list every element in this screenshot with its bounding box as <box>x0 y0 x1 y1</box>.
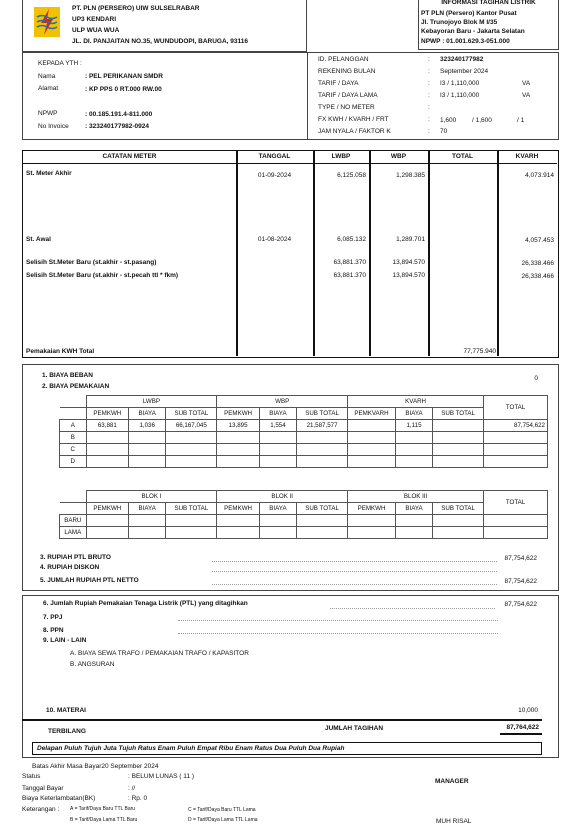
alamat-value: : KP PPS 0 RT.000 RW.00 <box>85 86 162 93</box>
info-title: INFORMASI TAGIHAN LISTRIK <box>441 0 536 6</box>
grp-wbp: WBP <box>217 396 348 408</box>
cell: 13,895 <box>217 420 260 432</box>
sub-pemkvarh: PEMKVARH <box>348 408 396 420</box>
biaya-beban-label: 1. BIAYA BEBAN <box>42 372 93 379</box>
ppj-dots <box>178 620 498 621</box>
bruto-label: 3. RUPIAH PTL BRUTO <box>40 554 111 561</box>
bulan-label: REKENING BULAN <box>318 68 376 75</box>
up3-name: UP3 KENDARI <box>72 16 117 23</box>
hdr-wbp: WBP <box>390 153 407 160</box>
invoice-value: : 323240177982-0924 <box>85 123 149 130</box>
fx-value-3: / 1 <box>517 117 525 124</box>
blok-3: BLOK III <box>348 491 484 503</box>
tarif-colon: : <box>428 80 430 87</box>
bulan-value: September 2024 <box>440 68 489 75</box>
grp-kvarh: KVARH <box>348 396 484 408</box>
materai-label: 10. MATERAI <box>46 707 86 714</box>
meter-col-divider <box>369 151 371 356</box>
cell: 66,167,045 <box>166 420 217 432</box>
bk-value: : Rp. 0 <box>128 795 148 802</box>
company-address: JL. DI. PANJAITAN NO.35, WUNDUDOPI, BARUGA, 93116 <box>72 38 249 45</box>
tarif-unit: VA <box>522 80 531 87</box>
ppj-label: 7. PPJ <box>43 614 63 621</box>
sub-biaya: BIAYA <box>259 503 296 515</box>
hq-street: Jl. Trunojoyo Blok M I/35 <box>421 19 498 26</box>
cell: 1,554 <box>259 420 296 432</box>
terbilang-text: Delapan Puluh Tujuh Juta Tujuh Ratus Enam Puluh Empat Ribu Enam Ratus Dua Puluh Dua Rupiah <box>37 745 345 752</box>
table-row <box>60 527 548 539</box>
fx-value-1: 1,600 <box>440 117 457 124</box>
tarif-lama-value: I3 / 1,110,000 <box>440 92 480 99</box>
selisih2-wbp: 13,894.570 <box>392 272 425 279</box>
jumlah-tagihan-value: 87,764,622 <box>506 724 539 731</box>
total-kwh-label: Pemakaian KWH Total <box>26 348 95 355</box>
row-label: B <box>60 432 87 444</box>
invoice-label: No Invoice <box>38 123 69 130</box>
sub-subtotal: SUB TOTAL <box>433 408 484 420</box>
akhir-kvarh: 4,073.914 <box>525 172 554 179</box>
selisih2-lwbp: 63,881.370 <box>333 272 366 279</box>
awal-lwbp: 6,085.132 <box>337 236 366 243</box>
sub-pemkwh: PEMKWH <box>217 503 260 515</box>
type-colon: : <box>428 104 430 111</box>
keterangan-label: Keterangan : <box>22 806 60 813</box>
bulan-colon: : <box>428 68 430 75</box>
type-label: TYPE / NO METER <box>318 104 375 111</box>
kepada-label: KEPADA YTH : <box>38 60 82 67</box>
sub-biaya: BIAYA <box>395 408 432 420</box>
tanggal-bayar-label: Tanggal Bayar <box>22 785 64 792</box>
lain-a-label: A. BIAYA SEWA TRAFO / PEMAKAIAN TRAFO / KAPASITOR <box>70 650 249 657</box>
ket-d: D = Tarif/Daya Lama TTL Lama <box>188 817 258 823</box>
row-label: D <box>60 456 87 468</box>
selisih1-label: Selisih St.Meter Baru (st.akhir - st.pasang) <box>26 259 157 266</box>
awal-wbp: 1,289.701 <box>396 236 425 243</box>
manager-title: MANAGER <box>435 778 469 785</box>
fx-colon: : <box>428 116 430 123</box>
row-label: C <box>60 444 87 456</box>
ket-b: B = Tarif/Daya Lama TTL Baru <box>70 817 138 823</box>
selisih2-label: Selisih St.Meter Baru (st.akhir - st.pecah ttl * fkm) <box>26 272 179 279</box>
sub-pemkwh: PEMKWH <box>86 408 129 420</box>
sub-subtotal: SUB TOTAL <box>297 408 348 420</box>
biaya-pemakaian-label: 2. BIAYA PEMAKAIAN <box>42 383 110 390</box>
npwp-label: NPWP <box>38 110 58 117</box>
lain-label: 9. LAIN - LAIN <box>43 637 87 644</box>
fx-value-2: / 1,600 <box>472 117 492 124</box>
ulp-name: ULP WUA WUA <box>72 27 120 34</box>
sub-subtotal: SUB TOTAL <box>433 503 484 515</box>
total-kwh-value: 77,775.940 <box>463 348 496 355</box>
ppn-label: 8. PPN <box>43 627 64 634</box>
selisih1-lwbp: 63,881.370 <box>333 259 366 266</box>
hq-city: Kebayoran Baru - Jakarta Selatan <box>421 28 525 35</box>
npwp-value: : 00.185.191.4-811.000 <box>85 111 153 118</box>
selisih1-kvarh: 26,338.466 <box>521 260 554 267</box>
hq-npwp: NPWP : 01.001.629.3-051.000 <box>421 38 510 45</box>
meter-col-divider <box>428 151 430 356</box>
nama-label: Nama <box>38 73 56 80</box>
bruto-dots <box>212 561 497 562</box>
tarif-lama-colon: : <box>428 92 430 99</box>
status-label: Status <box>22 773 41 780</box>
jumlah-tagihan-label: JUMLAH TAGIHAN <box>325 725 384 732</box>
akhir-label: St. Meter Akhir <box>26 170 72 177</box>
blok-2: BLOK II <box>217 491 348 503</box>
cell <box>433 420 484 432</box>
sub-subtotal: SUB TOTAL <box>166 503 217 515</box>
selisih2-kvarh: 26,338.466 <box>521 273 554 280</box>
row-label: BARU <box>60 515 87 527</box>
awal-kvarh: 4,057.453 <box>525 237 554 244</box>
sub-pemkwh: PEMKWH <box>348 503 396 515</box>
grp-lwbp: LWBP <box>86 396 217 408</box>
blok-total: TOTAL <box>484 491 548 515</box>
akhir-tgl: 01-09-2024 <box>257 172 292 179</box>
customer-divider <box>307 52 308 140</box>
jam-value: 70 <box>440 128 448 135</box>
hdr-lwbp: LWBP <box>331 153 351 160</box>
selisih1-wbp: 13,894.570 <box>392 259 425 266</box>
hdr-kvarh: KVARH <box>515 153 539 160</box>
bk-label: Biaya Keterlambatan(BK) <box>22 795 96 802</box>
sub-pemkwh: PEMKWH <box>217 408 260 420</box>
table-row <box>60 432 548 444</box>
table-row <box>60 444 548 456</box>
tarif-lama-unit: VA <box>522 92 531 99</box>
jam-label: JAM NYALA / FAKTOR K <box>318 128 391 135</box>
blok-1: BLOK I <box>86 491 217 503</box>
table-row <box>60 456 548 468</box>
ptl-tagih-label: 6. Jumlah Rupiah Pemakaian Tenaga Listrik (PTL) yang ditagihkan <box>43 600 248 607</box>
bruto-value: 87,754,622 <box>504 555 537 562</box>
company-name: PT. PLN (PERSERO) UIW SULSELRABAR <box>72 5 200 12</box>
meter-col-divider <box>313 151 315 356</box>
hdr-tanggal: TANGGAL <box>258 153 291 160</box>
hq-name: PT PLN (Persero) Kantor Pusat <box>421 10 517 17</box>
awal-label: St. Awal <box>26 236 51 243</box>
sub-biaya: BIAYA <box>259 408 296 420</box>
status-value: : BELUM LUNAS ( 11 ) <box>128 773 194 780</box>
cell: 1,036 <box>129 420 166 432</box>
manager-name: MUH RISAL <box>436 818 472 825</box>
hdr-catatan: CATATAN METER <box>102 153 157 160</box>
cell: 1,115 <box>395 420 432 432</box>
blok-table <box>59 490 548 539</box>
sub-biaya: BIAYA <box>129 503 166 515</box>
ket-c: C = Tarif/Daya Baru TTL Lama <box>188 807 256 813</box>
table-row <box>60 515 548 527</box>
sub-subtotal: SUB TOTAL <box>166 408 217 420</box>
fx-label: FX KWH / KVARH / FRT <box>318 116 389 123</box>
terbilang-label: TERBILANG <box>48 728 86 735</box>
materai-value: 10,000 <box>518 707 538 714</box>
sub-biaya: BIAYA <box>129 408 166 420</box>
row-label: A <box>60 420 87 432</box>
meter-col-divider <box>497 151 499 356</box>
diskon-dots <box>212 571 497 572</box>
cell: 63,881 <box>86 420 129 432</box>
tariff-table <box>59 395 548 468</box>
materai-line <box>22 719 542 721</box>
table-row <box>60 420 548 432</box>
biaya-beban-value: 0 <box>534 375 538 382</box>
id-colon: : <box>428 56 430 63</box>
diskon-label: 4. RUPIAH DISKON <box>40 564 100 571</box>
tarif-value: I3 / 1,110,000 <box>440 80 480 87</box>
tarif-label: TARIF / DAYA <box>318 80 359 87</box>
jam-colon: : <box>428 128 430 135</box>
grp-total: TOTAL <box>484 396 548 420</box>
meter-table <box>22 150 559 358</box>
hdr-total: TOTAL <box>451 153 474 160</box>
awal-tgl: 01-08-2024 <box>257 236 292 243</box>
id-label: ID. PELANGGAN <box>318 56 369 63</box>
netto-dots <box>212 584 497 585</box>
jumlah-underline <box>500 733 542 735</box>
ket-a: A = Tarif/Daya Baru TTL Baru <box>70 806 136 812</box>
netto-value: 87,754,622 <box>504 578 537 585</box>
ptl-tagih-dots <box>330 608 495 609</box>
akhir-lwbp: 6,125.058 <box>337 172 366 179</box>
row-label: LAMA <box>60 527 87 539</box>
sub-biaya: BIAYA <box>395 503 432 515</box>
batas-bayar: Batas Akhir Masa Bayar20 September 2024 <box>32 763 159 770</box>
cell: 21,587,577 <box>297 420 348 432</box>
cell <box>348 420 396 432</box>
meter-col-divider <box>236 151 238 356</box>
pln-logo <box>34 7 60 37</box>
alamat-label: Alamat <box>38 85 59 92</box>
nama-value: : PEL PERIKANAN SMDR <box>85 73 163 80</box>
lain-b-label: B. ANGSURAN <box>70 661 115 668</box>
id-value: 323240177982 <box>440 56 484 63</box>
netto-label: 5. JUMLAH RUPIAH PTL NETTO <box>40 577 139 584</box>
tanggal-bayar-value: : // <box>128 785 136 792</box>
ptl-tagih-value: 87,754,622 <box>504 601 537 608</box>
tarif-lama-label: TARIF / DAYA LAMA <box>318 92 378 99</box>
ppn-dots <box>178 633 498 634</box>
sub-subtotal: SUB TOTAL <box>297 503 348 515</box>
sub-pemkwh: PEMKWH <box>86 503 129 515</box>
cell: 87,754,622 <box>484 420 548 432</box>
akhir-wbp: 1,298.385 <box>396 172 425 179</box>
